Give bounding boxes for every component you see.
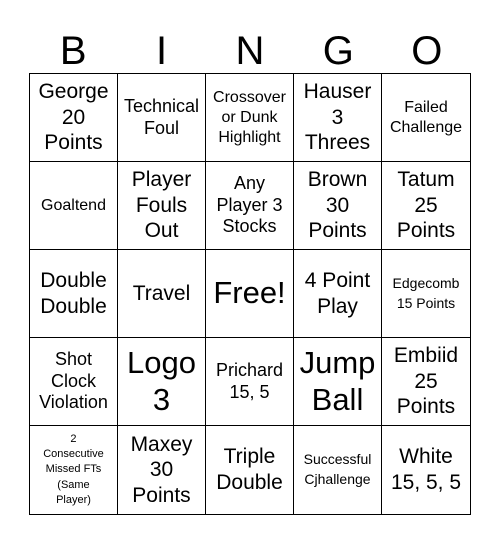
- bingo-cell-free-space[interactable]: Free!: [206, 250, 294, 338]
- bingo-cell-prichard-15-5[interactable]: Prichard 15, 5: [206, 338, 294, 426]
- bingo-cell-hauser-3-threes[interactable]: Hauser 3 Threes: [294, 74, 382, 162]
- bingo-header: [29, 28, 471, 74]
- header-letter-b: B: [59, 29, 87, 73]
- bingo-cell-jump-ball[interactable]: Jump Ball: [294, 338, 382, 426]
- bingo-cell-george-20-points[interactable]: George 20 Points: [30, 74, 118, 162]
- bingo-cell-tatum-25-points[interactable]: Tatum 25 Points: [382, 162, 470, 250]
- bingo-cell-player-fouls-out[interactable]: Player Fouls Out: [118, 162, 206, 250]
- bingo-cell-shot-clock-violation[interactable]: Shot Clock Violation: [30, 338, 118, 426]
- bingo-cell-triple-double[interactable]: Triple Double: [206, 426, 294, 514]
- bingo-cell-failed-challenge[interactable]: Failed Challenge: [382, 74, 470, 162]
- header-letter-n: N: [235, 29, 265, 73]
- bingo-cell-consecutive-missed-fts[interactable]: 2 Consecutive Missed FTs (Same Player): [30, 426, 118, 514]
- bingo-cell-any-player-3-stocks[interactable]: Any Player 3 Stocks: [206, 162, 294, 250]
- bingo-cell-brown-30-points[interactable]: Brown 30 Points: [294, 162, 382, 250]
- bingo-grid: [29, 73, 471, 515]
- bingo-cell-successful-challenge[interactable]: Successful Cjhallenge: [294, 426, 382, 514]
- bingo-cell-goaltend[interactable]: Goaltend: [30, 162, 118, 250]
- bingo-cell-logo-3[interactable]: Logo 3: [118, 338, 206, 426]
- header-letter-g: G: [322, 29, 354, 73]
- bingo-cell-embiid-25-points[interactable]: Embiid 25 Points: [382, 338, 470, 426]
- bingo-cell-travel[interactable]: Travel: [118, 250, 206, 338]
- header-letter-i: I: [156, 29, 168, 73]
- header-letter-o: O: [411, 29, 443, 73]
- bingo-cell-maxey-30-points[interactable]: Maxey 30 Points: [118, 426, 206, 514]
- bingo-cell-white-15-5-5[interactable]: White 15, 5, 5: [390, 445, 462, 494]
- bingo-cell-4-point-play[interactable]: 4 Point Play: [294, 250, 382, 338]
- bingo-cell-edgecomb-15-points[interactable]: Edgecomb 15 Points: [382, 250, 470, 338]
- bingo-cell-double-double[interactable]: Double Double: [30, 250, 118, 338]
- bingo-cell-technical-foul[interactable]: Technical Foul: [118, 74, 206, 162]
- bingo-cell-crossover-or-dunk-highlight[interactable]: Crossover or Dunk Highlight: [206, 74, 294, 162]
